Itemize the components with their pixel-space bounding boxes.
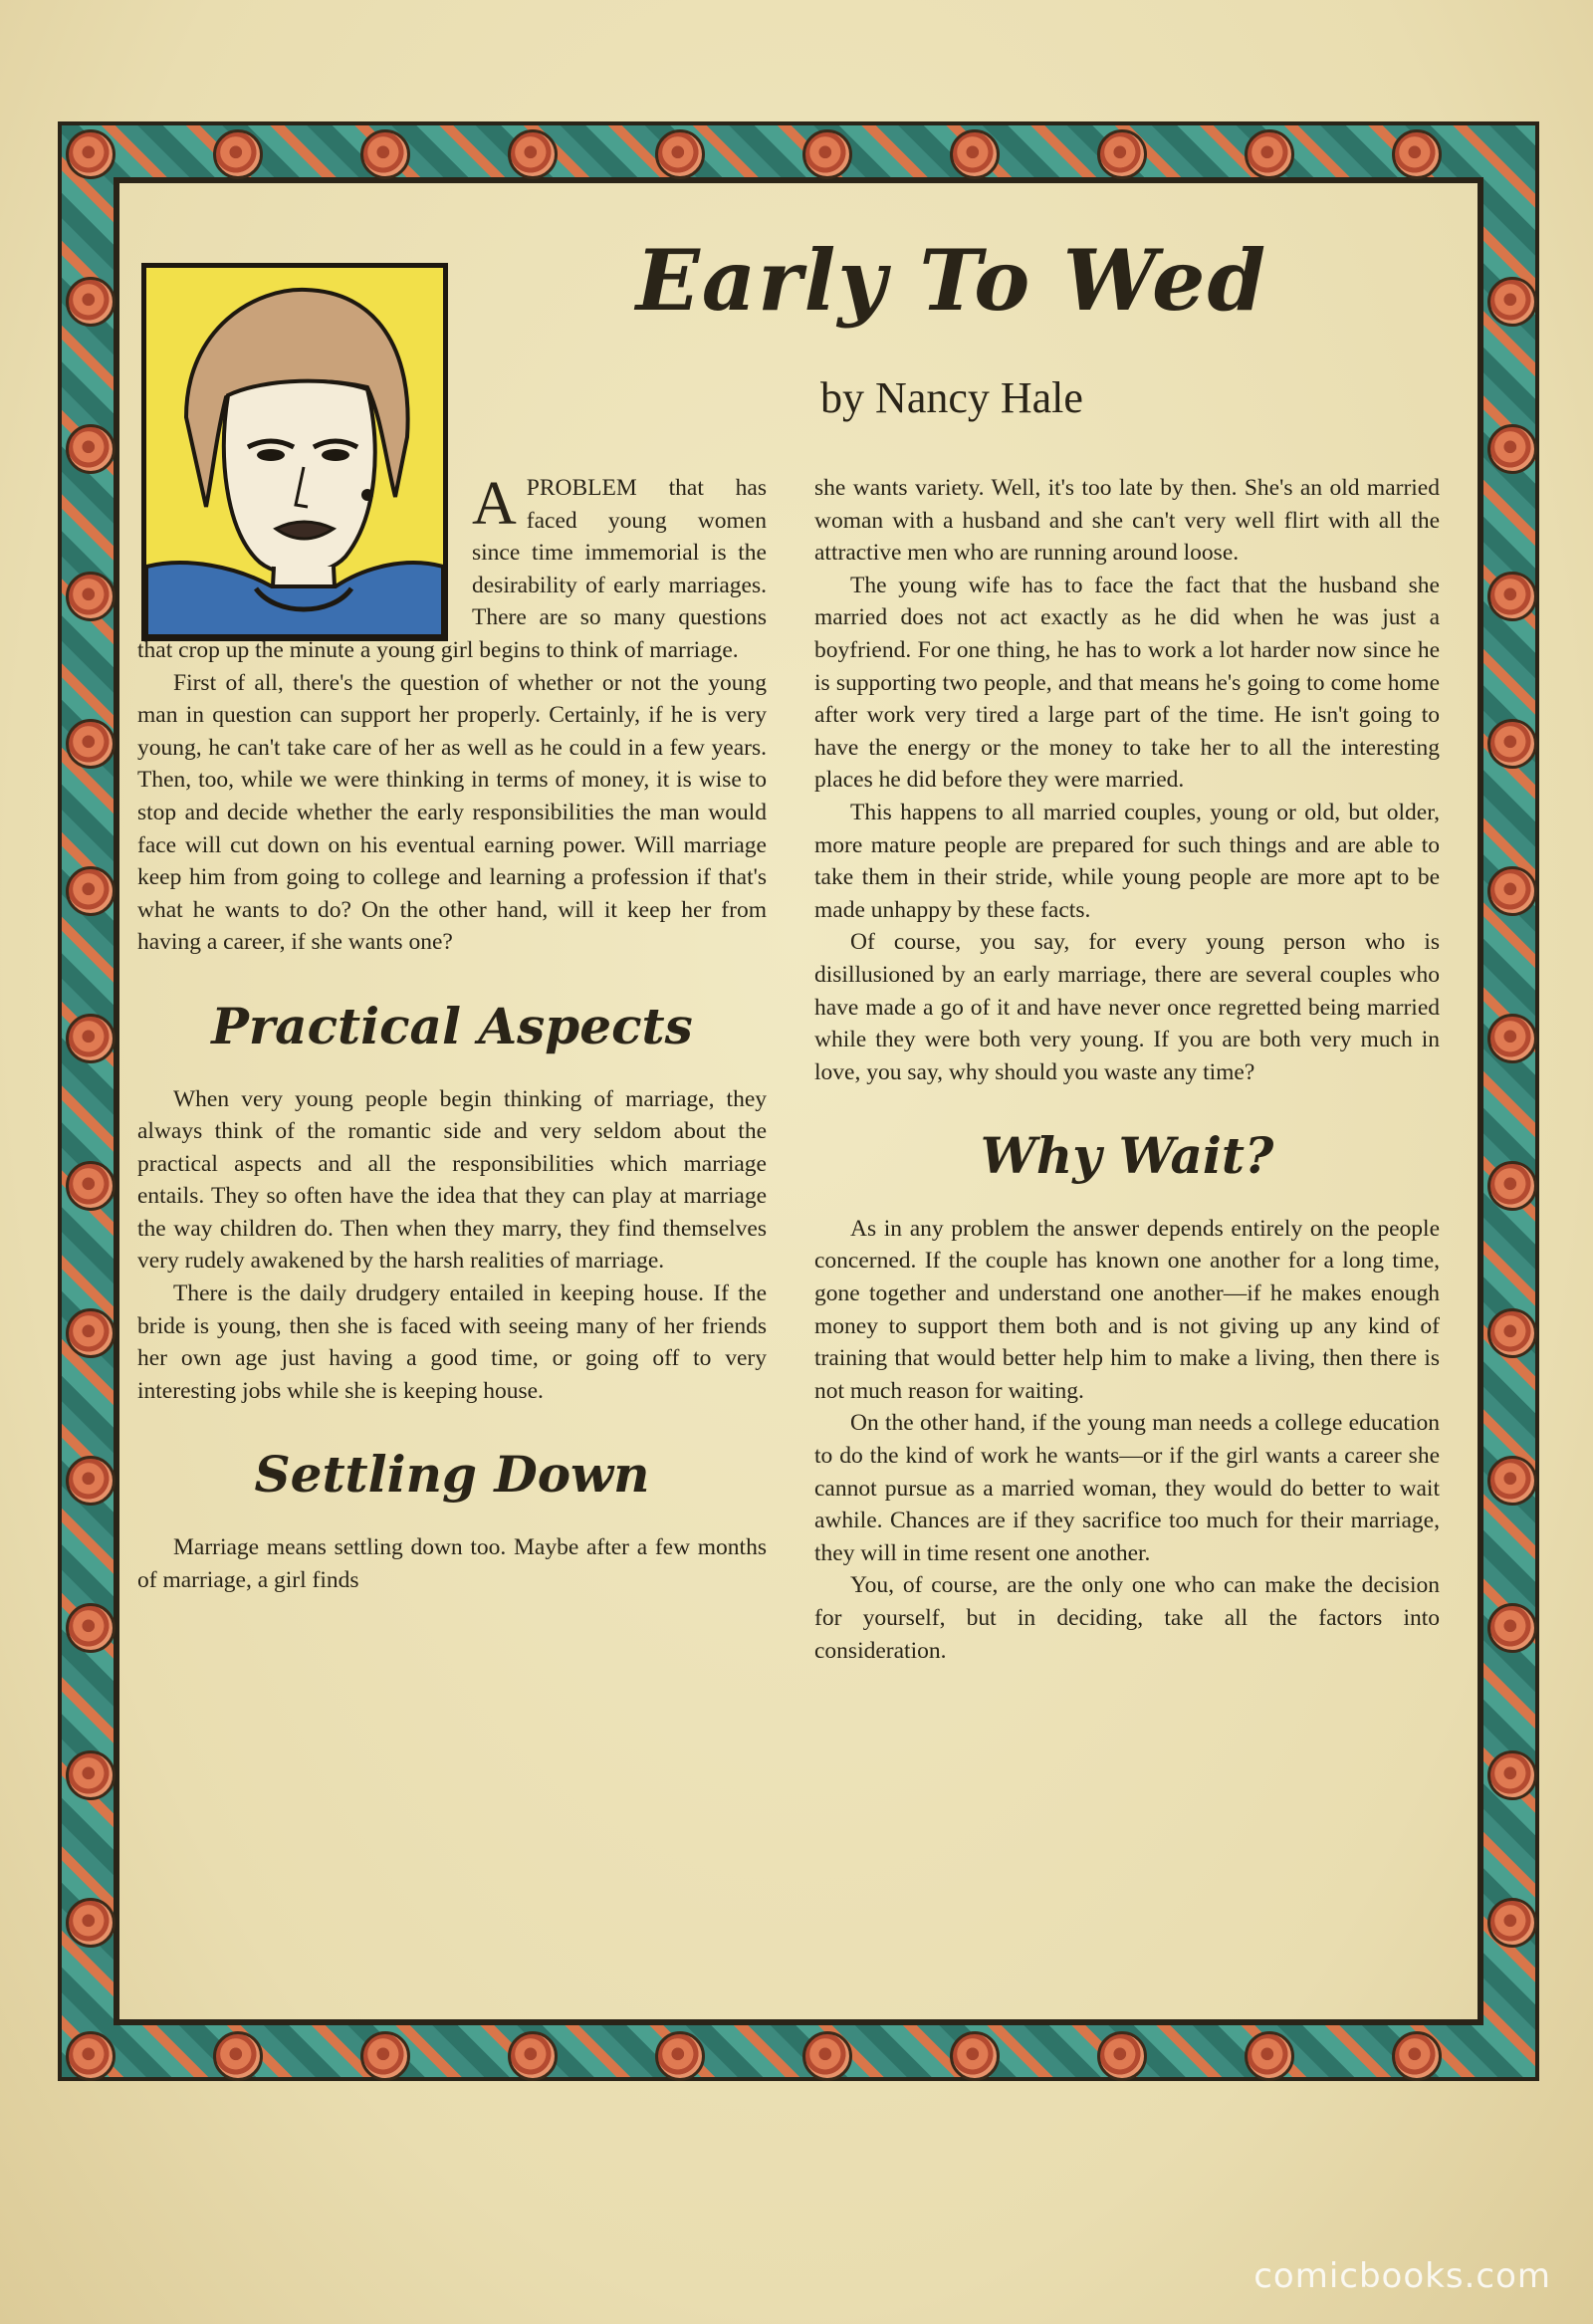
portrait-wrap-spacer bbox=[137, 472, 472, 629]
article-area bbox=[125, 191, 1472, 2013]
body-paragraph: There is the daily drudgery entailed in keeping house. If the bride is young, then she is faced with seeing many of her friends her own age just having a good time, or going off to very interesting jobs while she is keeping house. bbox=[137, 1280, 767, 1404]
body-paragraph: On the other hand, if the young man needs a college education to do the kind of work he wants—or if the girl wants a career she cannot pursue as a married woman, they would do better to wait awhile. Chances are if they sacrifice too much for their marriage, they will in time resent one another. bbox=[814, 1410, 1440, 1566]
body-paragraph: When very young people begin thinking of marriage, they always think of the romantic side and very seldom about the practical aspects and all the responsibilities which marriage entails. They so often have the idea that they can play at marriage the way children do. Then when they marry, they find themselves very rudely awakened by the harsh realities of marriage. bbox=[137, 1085, 767, 1275]
body-paragraph: This happens to all married couples, young or old, but older, more mature people are prepared for such things and are able to take them in their stride, while young people are more apt to be made unhappy by these facts. bbox=[814, 799, 1440, 923]
section-heading-practical: Practical Aspects bbox=[211, 996, 693, 1055]
intro-text: PROBLEM that has faced young women since time immemorial is the desirability of early marriages. There are so many questions that crop up the minute a young girl begins to think of marriage. bbox=[137, 475, 767, 663]
site-watermark: comicbooks.com bbox=[1253, 2256, 1551, 2296]
section-heading-settling: Settling Down bbox=[254, 1445, 650, 1505]
body-paragraph: The young wife has to face the fact that the husband she married does not act exactly as he did when he was just a boyfriend. For one thing, he has to work a lot harder now since he is supporting two people, and that means he's going to come home after work very tired a large part of the time. He isn't going to have the energy or the money to take her to all the interesting places he did before they were married. bbox=[814, 572, 1440, 794]
article-byline: by Nancy Hale bbox=[820, 373, 1083, 422]
left-column bbox=[137, 472, 767, 1596]
body-paragraph: Of course, you say, for every young person who is disillusioned by an early marriage, there are several couples who have made a go of it and have never once regretted being married while they were both very young. If you are both very much in love, you say, why should you waste any time? bbox=[814, 929, 1440, 1085]
article-title: Early To Wed bbox=[635, 231, 1268, 330]
body-paragraph: she wants variety. Well, it's too late by then. She's an old married woman with a husband and she can't very well flirt with all the attractive men who are running around loose. bbox=[814, 475, 1440, 567]
section-heading-why-wait: Why Wait? bbox=[980, 1126, 1274, 1186]
body-paragraph: First of all, there's the question of whether or not the young man in question can support her properly. Certainly, if he is very young, he can't take care of her as well as he could in a few years. Then, too, while we were thinking in terms of money, it is wise to stop and decide whether the early responsibilities the man would face will cut down on his eventual earning power. Will marriage keep him from going to college and learning a profession if that's what he wants to do? On the other hand, will it keep her from having a career, if she wants one? bbox=[137, 669, 767, 956]
body-paragraph: Marriage means settling down too. Maybe after a few months of marriage, a girl finds bbox=[137, 1534, 767, 1593]
right-column bbox=[814, 472, 1440, 1667]
body-paragraph: As in any problem the answer depends entirely on the people concerned. If the couple has known one another for a long time, gone together and understand one another—if he makes enough money to support them both and is not giving up any kind of training that would better help him to make a living, then there is not much reason for waiting. bbox=[814, 1215, 1440, 1404]
body-paragraph: You, of course, are the only one who can make the decision for yourself, but in deciding, take all the factors into consideration. bbox=[814, 1572, 1440, 1664]
drop-cap: A bbox=[472, 470, 517, 538]
